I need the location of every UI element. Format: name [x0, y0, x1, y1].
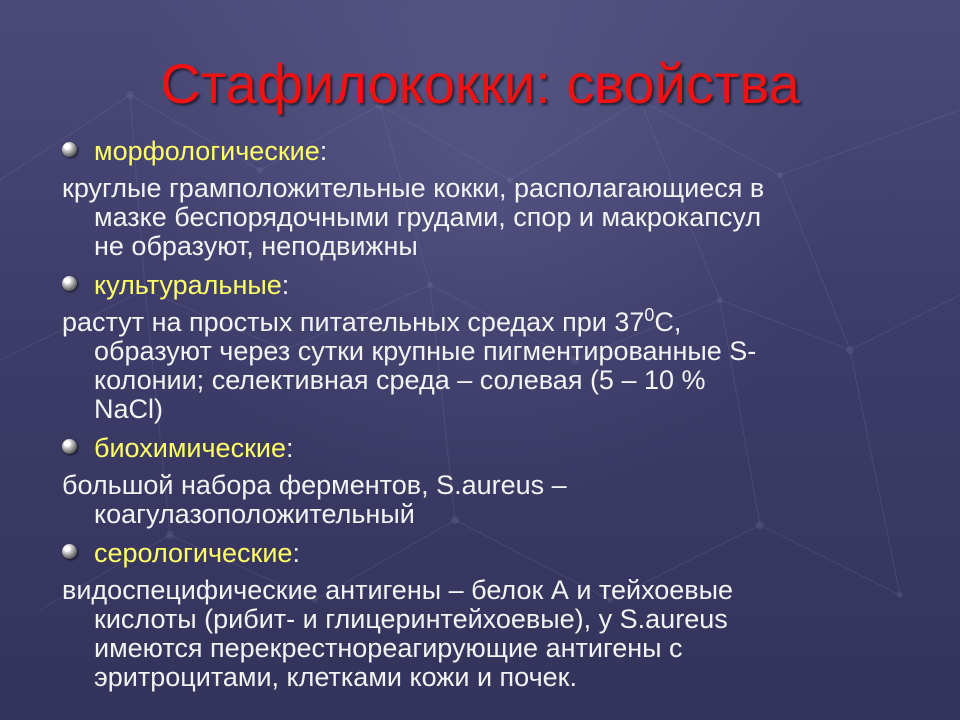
section-text-biochemistry: большой набора ферментов, S.aureus – коагулазоположительный: [62, 470, 567, 529]
bullet-icon: [62, 276, 77, 291]
bullet-icon: [62, 142, 77, 157]
bullet-icon: [62, 439, 77, 454]
heading-text: серологические:: [94, 538, 300, 568]
section-text-culture: растут на простых питательных средах при $37^0С$, образуют через сутки крупные пигментированные S- колонии; селективная среда – солевая (5 – 10 % NaCl): [62, 305, 757, 424]
heading-text: биохимические:: [94, 433, 294, 463]
section-text-morphology: круглые грамположительные кокки, располагающиеся в мазке беспорядочными грудами, спор и макрокапсул не образуют, неподвижны: [62, 173, 765, 261]
section-heading-biochemistry: [62, 434, 924, 464]
slide-content: [62, 137, 924, 692]
section-heading-serology: [62, 539, 924, 569]
section-heading-morphology: [62, 137, 924, 167]
heading-text: морфологические:: [94, 136, 328, 166]
section-text-serology: видоспецифические антигены – белок А и тейхоевые кислоты (рибит- и глицеринтейхоевые), у S.aureus имеются перекрестнореагирующие антигены с эритроцитами, клетками кожи и почек.: [62, 575, 734, 692]
slide-title: Стафилококки: свойства: [160, 52, 800, 115]
bullet-icon: [62, 544, 77, 559]
section-heading-culture: [62, 271, 924, 301]
heading-text: культуральные:: [94, 270, 290, 300]
